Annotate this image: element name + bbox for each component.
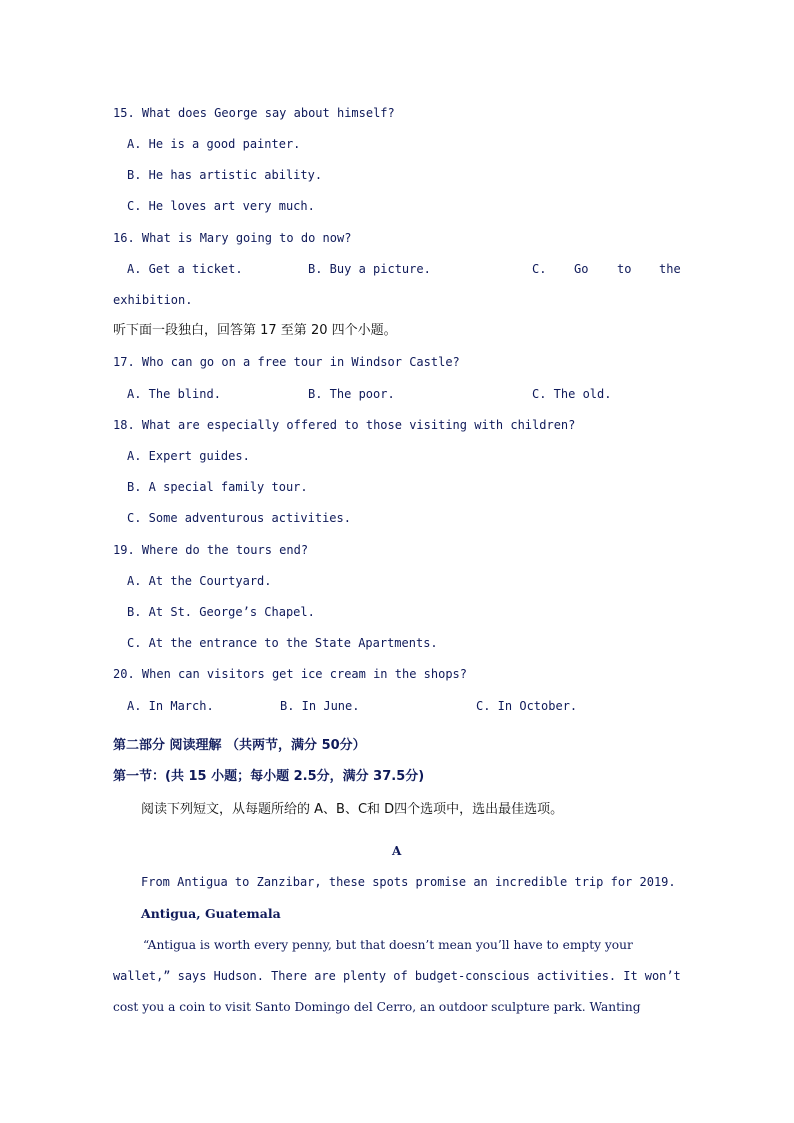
q16-option-b: B. Buy a picture. <box>308 262 431 276</box>
q19-option-a: A. At the Courtyard. <box>127 574 272 588</box>
q20-option-a: A. In March. <box>127 699 214 713</box>
q15-option-b: B. He has artistic ability. <box>127 168 323 182</box>
q15-option-a: A. He is a good painter. <box>127 137 301 151</box>
q15-option-c: C. He loves art very much. <box>127 199 315 213</box>
q18-option-b: B. A special family tour. <box>127 480 308 494</box>
q20-option-b: B. In June. <box>280 699 360 713</box>
passage-intro: From Antigua to Zanzibar, these spots promise an incredible trip for 2019. <box>141 875 676 889</box>
q18-option-c: C. Some adventurous activities. <box>127 511 351 525</box>
question-18: 18. What are especially offered to those visiting with children? <box>113 418 576 432</box>
question-16: 16. What is Mary going to do now? <box>113 231 352 245</box>
q19-option-b: B. At St. George’s Chapel. <box>127 605 315 619</box>
q16-option-c-continuation: exhibition. <box>113 293 193 307</box>
q18-option-a: A. Expert guides. <box>127 449 250 463</box>
monologue-instruction: 听下面一段独白，回答第 17 至第 20 四个小题。 <box>113 323 397 338</box>
question-17: 17. Who can go on a free tour in Windsor Castle? <box>113 355 460 369</box>
q17-option-b: B. The poor. <box>308 387 395 401</box>
q16-option-c-word-to: to <box>617 262 632 276</box>
q20-option-c: C. In October. <box>476 699 578 713</box>
passage-line-1: “Antigua is worth every penny, but that doesn’t mean you’ll have to empty your <box>143 938 633 952</box>
passage-subheading: Antigua, Guatemala <box>141 906 281 921</box>
q16-option-c-prefix: C. <box>532 262 547 276</box>
q17-option-a: A. The blind. <box>127 387 221 401</box>
reading-instruction: 阅读下列短文，从每题所给的 A、B、C和 D四个选项中，选出最佳选项。 <box>141 802 564 817</box>
q17-option-c: C. The old. <box>532 387 612 401</box>
passage-line-2: wallet,” says Hudson. There are plenty of budget-conscious activities. It won’t <box>113 969 681 983</box>
question-20: 20. When can visitors get ice cream in the shops? <box>113 667 468 681</box>
q16-option-a: A. Get a ticket. <box>127 262 243 276</box>
q19-option-c: C. At the entrance to the State Apartments. <box>127 636 438 650</box>
question-15: 15. What does George say about himself? <box>113 106 395 120</box>
q16-option-c-word-go: Go <box>574 262 589 276</box>
part2-heading: 第二部分 阅读理解 （共两节，满分 50分） <box>113 738 366 753</box>
question-19: 19. Where do the tours end? <box>113 543 309 557</box>
passage-label: A <box>392 844 402 858</box>
q16-option-c-word-the: the <box>659 262 681 276</box>
section1-heading: 第一节：(共 15 小题；每小题 2.5分，满分 37.5分) <box>113 769 425 784</box>
passage-line-3: cost you a coin to visit Santo Domingo del Cerro, an outdoor sculpture park. Wanting <box>113 1000 641 1014</box>
